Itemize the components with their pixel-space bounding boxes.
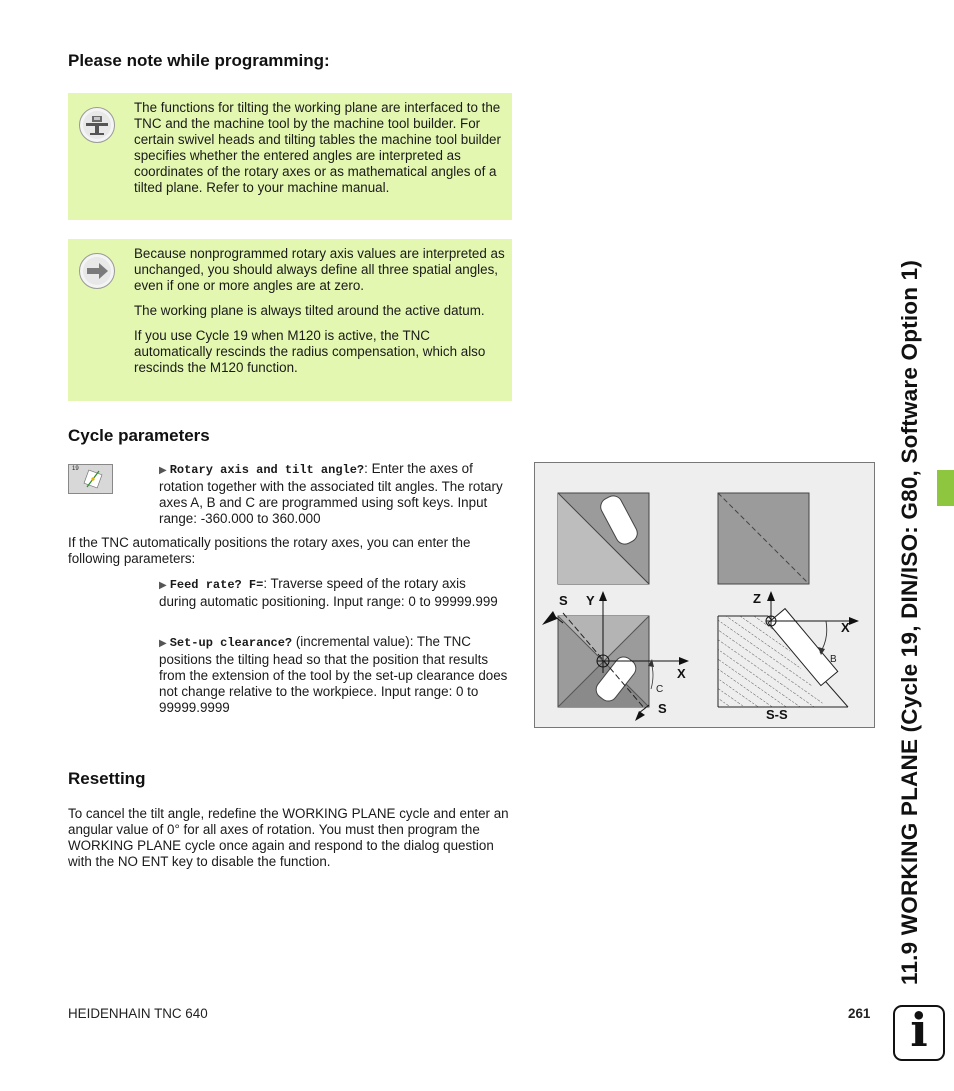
label-c: C xyxy=(656,684,664,695)
param-setup-clearance: ▶ Set-up clearance? (incremental value): The TNC positions the tilting head so that the position that results from the extension of the tool by the set-up clearance does not change relative to the workpiece. Input range: 0 to 99999.9999 xyxy=(159,634,508,715)
note-info-p3: If you use Cycle 19 when M120 is active, the TNC automatically rescinds the radius compensation, which also rescinds the M120 function. xyxy=(134,328,486,375)
top-right-view xyxy=(718,493,809,584)
label-x1: X xyxy=(677,666,686,681)
chapter-tab-marker xyxy=(937,470,954,506)
arrow-right-icon xyxy=(79,253,115,289)
bullet-triangle-icon: ▶ xyxy=(159,638,167,649)
tilt-plane-figure xyxy=(534,462,875,728)
section-title-cycle-parameters: Cycle parameters xyxy=(68,426,210,445)
info-icon xyxy=(893,1005,945,1061)
label-b: B xyxy=(830,654,837,665)
bullet-triangle-icon: ▶ xyxy=(159,580,167,591)
label-y: Y xyxy=(586,593,595,608)
param-feed-rate: ▶ Feed rate? F=: Traverse speed of the rotary axis during automatic positioning. Input range: 0 to 99999.999 xyxy=(159,576,498,609)
param-rotary-axis: ▶ Rotary axis and tilt angle?: Enter the axes of rotation together with the associated tilt angles. The rotary axes A, B and C are programmed using soft keys. Input range: -360.000 to 360.000 xyxy=(159,461,503,526)
section-title-resetting: Resetting xyxy=(68,769,146,788)
tilt-plane-drawing xyxy=(535,463,874,727)
footer-product: HEIDENHAIN TNC 640 xyxy=(68,1006,208,1021)
note-info-text xyxy=(134,246,506,385)
page-number: 261 xyxy=(848,1006,871,1021)
softkey-number: 19 xyxy=(72,466,79,472)
section-title-please-note: Please note while programming: xyxy=(68,51,330,70)
bottom-left-view xyxy=(542,591,689,721)
label-s-top: S xyxy=(559,593,568,608)
auto-position-intro: If the TNC automatically positions the rotary axes, you can enter the following parameters: xyxy=(68,535,471,566)
label-x2: X xyxy=(841,620,850,635)
resetting-text: To cancel the tilt angle, redefine the WORKING PLANE cycle and enter an angular value of 0° for all axes of rotation. You must then program the WORKING PLANE cycle once again and respond to the dialog question with the NO ENT key to disable the function. xyxy=(68,806,509,869)
label-section-ss: S-S xyxy=(766,707,788,722)
bottom-right-view xyxy=(718,591,859,707)
note-machine-text: The functions for tilting the working plane are interfaced to the TNC and the machine tool by the machine tool builder. For certain swivel heads and tilting tables the machine tool builder specifies whether the entered angles are interpreted as coordinates of the rotary axes or as mathematical angles of a tilted plane. Refer to your machine manual. xyxy=(134,100,501,195)
machine-manual-icon xyxy=(79,107,115,143)
note-info-p1: Because nonprogrammed rotary axis values are interpreted as unchanged, you should always define all three spatial angles, even if one or more angles are at zero. xyxy=(134,246,505,293)
note-info-p2: The working plane is always tilted around the active datum. xyxy=(134,303,485,318)
label-z: Z xyxy=(753,591,761,606)
cycle-19-softkey-icon xyxy=(68,464,113,494)
top-left-view xyxy=(558,493,649,584)
label-s-bottom: S xyxy=(658,701,667,716)
info-glyph: i xyxy=(910,1003,928,1057)
chapter-side-title: 11.9 WORKING PLANE (Cycle 19, DIN/ISO: G80, Software Option 1) xyxy=(897,259,922,985)
bullet-triangle-icon: ▶ xyxy=(159,465,167,476)
